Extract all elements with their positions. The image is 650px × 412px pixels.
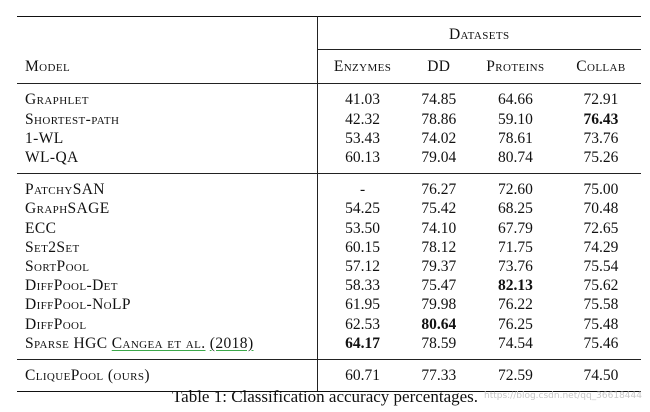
value-cell-enzymes: 53.50 — [317, 219, 408, 238]
model-name-cell: PatchySAN — [17, 174, 317, 200]
value-cell-proteins: 59.10 — [497, 110, 533, 128]
column-header-dd: DD — [427, 58, 451, 76]
value-cell-collab: 72.91 — [561, 84, 641, 110]
value-cell-collab: 75.46 — [583, 334, 619, 352]
value-cell-proteins: 72.59 — [470, 360, 561, 392]
value-cell-proteins: 76.25 — [497, 315, 533, 333]
citation-year-link[interactable]: (2018) — [209, 334, 254, 352]
value-cell-enzymes: 54.25 — [317, 199, 408, 218]
value-cell-dd: 74.85 — [408, 84, 470, 110]
value-cell-collab: 72.65 — [583, 219, 619, 237]
model-name-cell: Graphlet — [17, 84, 317, 110]
value-cell-enzymes: 58.33 — [317, 276, 408, 295]
model-name-cell: DiffPool — [25, 315, 87, 333]
table-row — [17, 238, 641, 257]
model-name-cell: WL-QA — [25, 149, 79, 167]
value-cell-proteins: 82.13 — [497, 277, 533, 295]
value-cell-collab: 73.76 — [583, 129, 619, 147]
table-row — [17, 110, 641, 129]
value-cell-dd: 75.42 — [421, 200, 457, 218]
value-cell-enzymes: 64.17 — [317, 334, 408, 360]
watermark-url: https://blog.csdn.net/qq_36618444 — [483, 391, 642, 401]
value-cell-enzymes: 42.32 — [317, 110, 408, 129]
value-cell-enzymes: 57.12 — [317, 257, 408, 276]
value-cell-dd: 78.12 — [421, 238, 457, 256]
value-cell-dd: 78.59 — [421, 334, 457, 352]
table-row — [17, 295, 641, 314]
value-cell-proteins: 80.74 — [497, 149, 533, 167]
table-row — [17, 129, 641, 148]
results-table-container — [17, 16, 641, 392]
value-cell-dd: 79.98 — [421, 296, 457, 314]
model-name-cell: Set2Set — [25, 238, 80, 256]
value-cell-collab: 74.29 — [583, 238, 619, 256]
value-cell-collab: 75.62 — [583, 277, 619, 295]
value-cell-enzymes: 60.71 — [317, 360, 408, 392]
value-cell-collab: 75.48 — [583, 315, 619, 333]
value-cell-dd: 77.33 — [408, 360, 470, 392]
group-header-row — [17, 17, 641, 50]
table-row — [17, 174, 641, 200]
value-cell-collab: 75.58 — [583, 296, 619, 314]
model-name-cell: DiffPool-NoLP — [25, 296, 131, 314]
value-cell-collab: 75.00 — [561, 174, 641, 200]
column-header-enzymes: Enzymes — [317, 50, 408, 84]
results-table-body — [17, 84, 641, 392]
value-cell-dd: 80.64 — [421, 315, 457, 333]
value-cell-dd: 78.86 — [421, 110, 457, 128]
model-name-cell: GraphSAGE — [25, 200, 110, 218]
table-row — [17, 219, 641, 238]
value-cell-collab: 75.26 — [583, 149, 619, 167]
value-cell-proteins: 67.79 — [497, 219, 533, 237]
table-row — [17, 84, 641, 110]
value-cell-enzymes: 62.53 — [317, 315, 408, 334]
citation-link[interactable]: Cangea et al. — [111, 334, 206, 352]
value-cell-proteins: 71.75 — [497, 238, 533, 256]
model-name-cell: Shortest-path — [25, 110, 120, 128]
model-name-cell: ECC — [25, 219, 57, 237]
table-row — [17, 276, 641, 295]
value-cell-dd: 74.10 — [421, 219, 457, 237]
value-cell-enzymes: 53.43 — [317, 129, 408, 148]
table-row — [17, 334, 641, 360]
value-cell-collab: 70.48 — [583, 200, 619, 218]
value-cell-proteins: 73.76 — [497, 258, 533, 276]
value-cell-proteins: 76.22 — [497, 296, 533, 314]
datasets-group-header: Datasets — [317, 17, 641, 50]
column-header-proteins: Proteins — [486, 58, 545, 76]
table-row — [17, 199, 641, 218]
table-row — [17, 315, 641, 334]
model-column-header: Model — [25, 57, 71, 75]
column-header-row — [17, 50, 641, 84]
value-cell-collab: 75.54 — [583, 258, 619, 276]
value-cell-proteins: 78.61 — [497, 129, 533, 147]
value-cell-proteins: 68.25 — [497, 200, 533, 218]
value-cell-enzymes: 41.03 — [317, 84, 408, 110]
empty-header-cell — [17, 17, 317, 50]
model-name-prefix: Sparse HGC — [25, 334, 112, 352]
model-name-cell: DiffPool-Det — [25, 277, 118, 295]
model-name-cell: SortPool — [25, 258, 90, 276]
table-row — [17, 257, 641, 276]
model-name-cell — [17, 334, 317, 360]
value-cell-dd: 79.04 — [421, 149, 457, 167]
value-cell-dd: 76.27 — [408, 174, 470, 200]
value-cell-enzymes: 60.13 — [317, 148, 408, 174]
value-cell-dd: 75.47 — [421, 277, 457, 295]
value-cell-collab: 74.50 — [561, 360, 641, 392]
value-cell-dd: 74.02 — [421, 129, 457, 147]
value-cell-proteins: 64.66 — [470, 84, 561, 110]
value-cell-collab: 76.43 — [583, 110, 619, 128]
value-cell-enzymes: 61.95 — [317, 295, 408, 314]
model-name-cell: 1-WL — [25, 129, 64, 147]
value-cell-proteins: 72.60 — [470, 174, 561, 200]
value-cell-proteins: 74.54 — [497, 334, 533, 352]
model-name-cell: CliquePool (ours) — [17, 360, 317, 392]
table-row — [17, 148, 641, 174]
value-cell-enzymes: - — [317, 174, 408, 200]
value-cell-enzymes: 60.15 — [317, 238, 408, 257]
results-table — [17, 16, 641, 392]
value-cell-dd: 79.37 — [421, 258, 457, 276]
column-header-collab: Collab — [576, 58, 626, 76]
table-caption: Table 1: Classification accuracy percentages. — [171, 387, 479, 406]
